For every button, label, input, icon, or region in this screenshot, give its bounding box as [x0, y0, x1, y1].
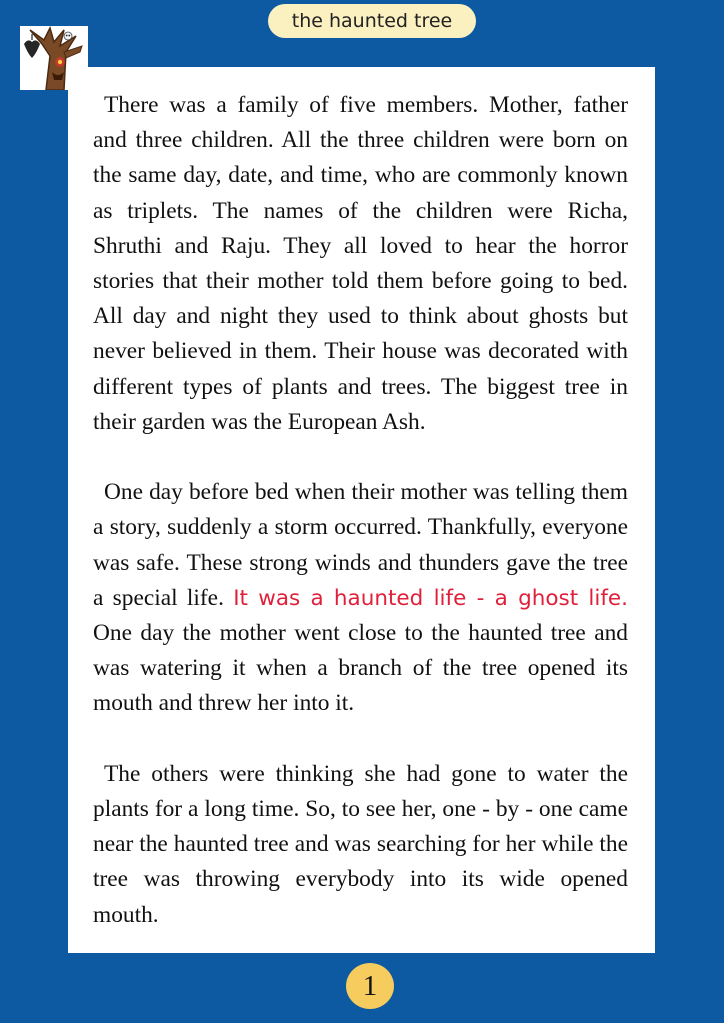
- story-paragraph-1: There was a family of five members. Mother, father and three children. All the three children were born on the same day, date, and time, who are commonly known as triplets. The names of the children were Richa, Shruthi and Raju. They all loved to hear the horror stories that their mother told them before going to bed. All day and night they used to think about ghosts but never believed in them. Their house was decorated with different types of plants and trees. The biggest tree in their garden was the European Ash.: [93, 92, 628, 435]
- book-title: the haunted tree: [291, 10, 453, 32]
- haunted-life-highlight: It was a haunted life - a ghost life.: [233, 585, 628, 611]
- page-number-badge: [346, 963, 394, 1009]
- story-text: [93, 88, 628, 933]
- book-title-pill: [268, 4, 476, 38]
- page-number: 1: [362, 969, 378, 1002]
- paragraph-2-text-after: One day the mother went close to the haunted tree and was watering it when a branch of the tree opened its mouth and threw her into it.: [93, 620, 628, 717]
- story-paragraph-2: [93, 475, 628, 721]
- paragraph-2-text-before: One day before bed when their mother was telling them a story, suddenly a storm occurred. Thankfully, everyone was safe. These strong winds and thunders gave the tree a special life.: [93, 479, 628, 611]
- story-paragraph-3: The others were thinking she had gone to water the plants for a long time. So, to see her, one - by - one came near the haunted tree and was searching for her while the tree was throwing everybody into its wide opened mouth.: [93, 760, 628, 928]
